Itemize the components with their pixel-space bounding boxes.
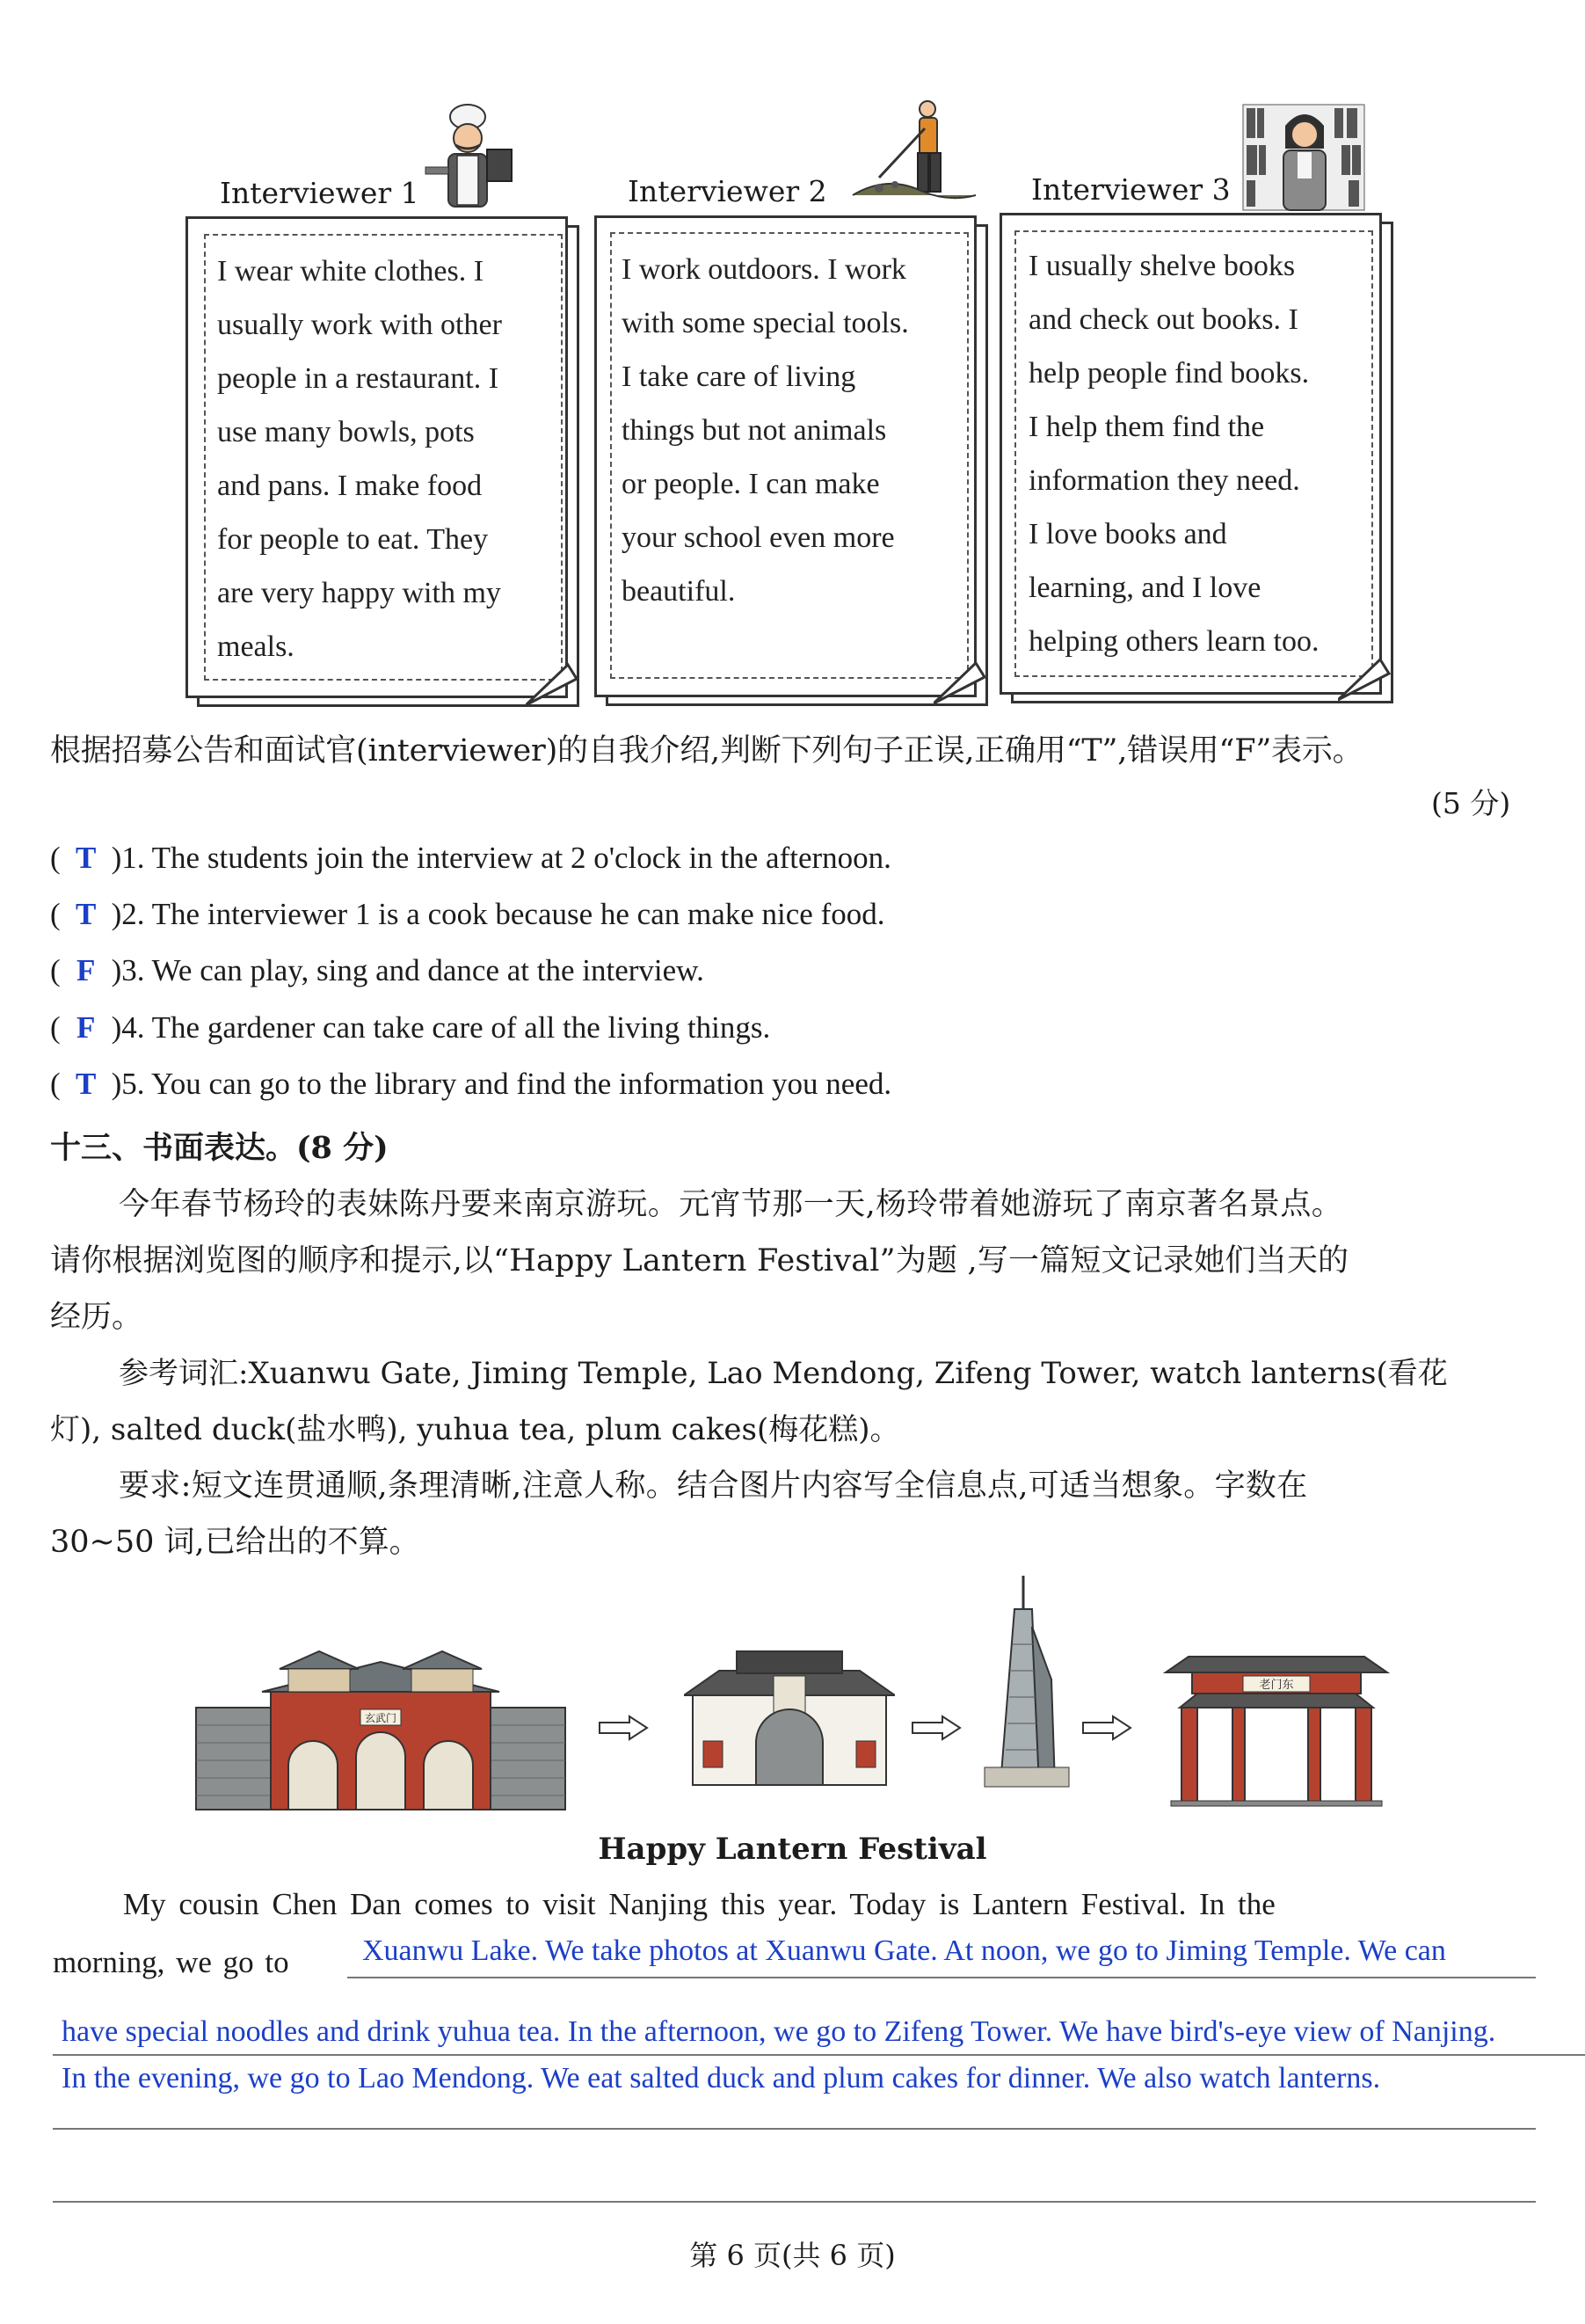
gardener-illustration	[844, 97, 985, 215]
route-arrow-3-icon	[1081, 1715, 1132, 1741]
tf-item-4: ( F )4. The gardener can take care of all the living things.	[50, 1010, 771, 1045]
writing-heading: 十三、书面表达。(8 分)	[50, 1130, 389, 1166]
jiming-temple-illustration	[684, 1644, 895, 1789]
interviewer-2-text	[622, 243, 909, 618]
card-line: I work outdoors. I work	[622, 253, 906, 286]
card-line: for people to eat. They	[217, 523, 489, 556]
card-line: use many bowls, pots	[217, 416, 475, 448]
interviewer-3-text	[1029, 239, 1319, 668]
card-line: with some special tools.	[622, 307, 909, 339]
tf-answer-1: T	[75, 841, 97, 875]
tf-text-5: )5. You can go to the library and find the information you need.	[111, 1067, 892, 1101]
zifeng-tower-illustration	[983, 1574, 1071, 1789]
tf-item-2: ( T )2. The interviewer 1 is a cook because he can make nice food.	[50, 897, 885, 931]
card-line: I love books and	[1029, 518, 1227, 550]
interviewer-2-page-curl	[934, 659, 988, 705]
card-line: helping others learn too.	[1029, 625, 1320, 658]
card-line: beautiful.	[622, 575, 736, 608]
interviewer-1-page-curl	[526, 661, 580, 707]
interviewer-1-text	[217, 244, 502, 674]
card-line: or people. I can make	[622, 468, 880, 500]
requirement-line-1: 要求:短文连贯通顺,条理清晰,注意人称。结合图片内容写全信息点,可适当想象。字数在	[119, 1468, 1308, 1504]
writing-prompt-line-3: 经历。	[50, 1300, 143, 1335]
interviewer-1-title: Interviewer 1	[220, 176, 419, 210]
card-line: usually work with other	[217, 309, 502, 341]
card-line: I help them find the	[1029, 411, 1265, 443]
card-line: I wear white clothes. I	[217, 255, 484, 288]
card-line: I take care of living	[622, 361, 856, 393]
tf-answer-2: T	[75, 897, 97, 931]
chef-illustration	[413, 101, 527, 220]
vocab-line-2: 灯), salted duck(盐水鸭), yuhua tea, plum cakes(梅花糕)。	[50, 1412, 900, 1447]
card-line: I usually shelve books	[1029, 250, 1296, 282]
interviewer-2-title: Interviewer 2	[628, 174, 827, 208]
card-line: people in a restaurant. I	[217, 362, 499, 395]
essay-answer-line-2[interactable]: have special noodles and drink yuhua tea. In the afternoon, we go to Zifeng Tower. We have bird's-eye view of Nanjing.	[62, 2015, 1496, 2048]
interviewer-3-title: Interviewer 3	[1031, 172, 1231, 207]
essay-title: Happy Lantern Festival	[598, 1832, 987, 1867]
route-arrow-2-icon	[911, 1715, 962, 1741]
vocab-line-1: 参考词汇:Xuanwu Gate, Jiming Temple, Lao Mendong, Zifeng Tower, watch lanterns(看花	[119, 1356, 1448, 1391]
writing-prompt-line-2: 请你根据浏览图的顺序和提示,以“Happy Lantern Festival”为题 ,写一篇短文记录她们当天的	[50, 1243, 1349, 1279]
librarian-illustration	[1240, 99, 1371, 218]
essay-answer-line-1[interactable]: Xuanwu Lake. We take photos at Xuanwu Gate. At noon, we go to Jiming Temple. We can	[362, 1934, 1446, 1967]
route-arrow-1-icon	[598, 1715, 649, 1741]
essay-answer-line-3[interactable]: In the evening, we go to Lao Mendong. We eat salted duck and plum cakes for dinner. We also watch lanterns.	[62, 2062, 1381, 2095]
lao-mendong-archway-illustration	[1162, 1637, 1391, 1809]
card-line: are very happy with my	[217, 577, 501, 609]
tf-score: (5 分)	[1431, 786, 1511, 820]
tf-text-4: )4. The gardener can take care of all the living things.	[111, 1010, 771, 1045]
answer-rule-4	[53, 2201, 1536, 2203]
page-footer: 第 6 页(共 6 页)	[689, 2239, 896, 2272]
requirement-line-2: 30~50 词,已给出的不算。	[50, 1525, 420, 1560]
tf-instruction: 根据招募公告和面试官(interviewer)的自我介绍,判断下列句子正误,正确用“T”,错误用“F”表示。	[50, 733, 1363, 769]
tf-answer-5: T	[75, 1067, 97, 1101]
tf-item-5: ( T )5. You can go to the library and find the information you need.	[50, 1067, 892, 1101]
tf-text-1: )1. The students join the interview at 2 o'clock in the afternoon.	[111, 841, 891, 875]
card-line: information they need.	[1029, 464, 1300, 497]
card-line: things but not animals	[622, 414, 887, 447]
answer-rule-3	[53, 2128, 1536, 2130]
essay-given-line-2: morning, we go to	[53, 1945, 289, 1979]
tf-text-3: )3. We can play, sing and dance at the interview.	[111, 953, 704, 987]
essay-given-line-1: My cousin Chen Dan comes to visit Nanjing this year. Today is Lantern Festival. In the	[123, 1887, 1276, 1921]
tf-item-1: ( T )1. The students join the interview at 2 o'clock in the afternoon.	[50, 841, 891, 875]
card-line: and check out books. I	[1029, 303, 1298, 336]
interviewer-3-page-curl	[1338, 656, 1392, 702]
card-line: and pans. I make food	[217, 470, 483, 502]
card-line: learning, and I love	[1029, 572, 1261, 604]
xuanwu-gate-sign: 玄武门	[364, 1712, 397, 1724]
card-line: your school even more	[622, 521, 895, 554]
tf-item-3: ( F )3. We can play, sing and dance at the interview.	[50, 953, 704, 987]
tf-text-2: )2. The interviewer 1 is a cook because he can make nice food.	[111, 897, 885, 931]
answer-rule-1	[347, 1977, 1536, 1978]
card-line: help people find books.	[1029, 357, 1310, 390]
answer-rule-2	[53, 2054, 1585, 2056]
writing-prompt-line-1: 今年春节杨玲的表妹陈丹要来南京游玩。元宵节那一天,杨玲带着她游玩了南京著名景点。	[119, 1187, 1343, 1222]
xuanwu-gate-illustration	[192, 1637, 570, 1813]
card-line: meals.	[217, 630, 294, 663]
tf-answer-3: F	[76, 953, 96, 987]
tf-answer-4: F	[76, 1010, 96, 1045]
lao-mendong-sign: 老门东	[1259, 1679, 1294, 1692]
